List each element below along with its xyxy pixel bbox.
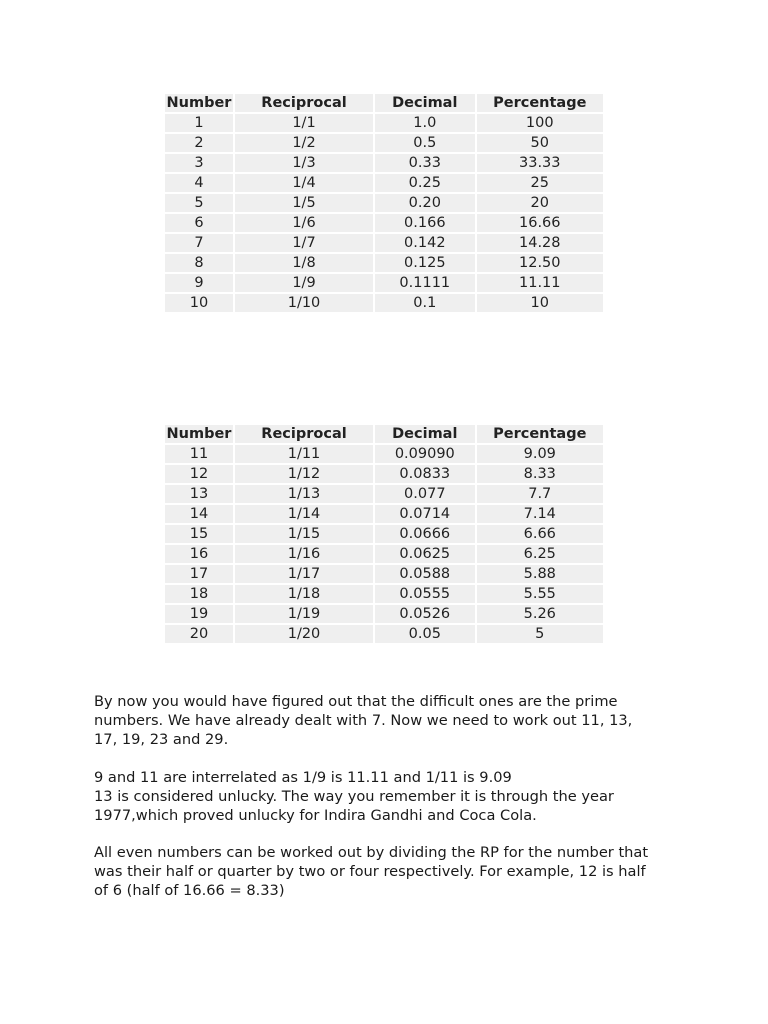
table-row xyxy=(165,154,603,172)
cell-decimal: 0.20 xyxy=(375,194,474,212)
header-decimal: Decimal xyxy=(375,425,474,443)
cell-number: 17 xyxy=(165,565,233,583)
cell-decimal: 0.0666 xyxy=(375,525,474,543)
cell-decimal: 1.0 xyxy=(375,114,474,132)
paragraph-line: numbers. We have already dealt with 7. Now we need to work out 11, 13, xyxy=(94,712,633,729)
header-decimal: Decimal xyxy=(375,94,474,112)
cell-number: 12 xyxy=(165,465,233,483)
cell-number: 20 xyxy=(165,625,233,643)
cell-decimal: 0.0714 xyxy=(375,505,474,523)
cell-reciprocal: 1/15 xyxy=(235,525,373,543)
cell-number: 3 xyxy=(165,154,233,172)
cell-number: 18 xyxy=(165,585,233,603)
paragraph-prime-numbers xyxy=(94,692,694,749)
cell-reciprocal: 1/8 xyxy=(235,254,373,272)
cell-number: 4 xyxy=(165,174,233,192)
table-row xyxy=(165,234,603,252)
cell-percentage: 6.25 xyxy=(477,545,603,563)
cell-reciprocal: 1/13 xyxy=(235,485,373,503)
table-row xyxy=(165,134,603,152)
cell-reciprocal: 1/18 xyxy=(235,585,373,603)
cell-reciprocal: 1/16 xyxy=(235,545,373,563)
paragraph-line: of 6 (half of 16.66 = 8.33) xyxy=(94,882,285,899)
cell-percentage: 7.14 xyxy=(477,505,603,523)
table-row xyxy=(165,525,603,543)
table-row xyxy=(165,565,603,583)
header-percentage: Percentage xyxy=(477,425,603,443)
header-number: Number xyxy=(166,426,232,442)
cell-percentage: 10 xyxy=(477,294,603,312)
paragraph-line: 17, 19, 23 and 29. xyxy=(94,731,229,748)
cell-percentage: 5 xyxy=(477,625,603,643)
cell-decimal: 0.125 xyxy=(375,254,474,272)
header-number: Number xyxy=(166,95,232,111)
cell-number: 9 xyxy=(165,274,233,292)
cell-decimal: 0.33 xyxy=(375,154,474,172)
table-row xyxy=(165,445,603,463)
cell-number: 6 xyxy=(165,214,233,232)
cell-reciprocal: 1/6 xyxy=(235,214,373,232)
cell-percentage: 25 xyxy=(477,174,603,192)
cell-decimal: 0.05 xyxy=(375,625,474,643)
cell-decimal: 0.0625 xyxy=(375,545,474,563)
cell-reciprocal: 1/10 xyxy=(235,294,373,312)
table-row xyxy=(165,294,603,312)
cell-decimal: 0.1111 xyxy=(375,274,474,292)
cell-number: 7 xyxy=(165,234,233,252)
cell-percentage: 8.33 xyxy=(477,465,603,483)
cell-number: 19 xyxy=(165,605,233,623)
table-row xyxy=(165,274,603,292)
table-row xyxy=(165,605,603,623)
cell-percentage: 16.66 xyxy=(477,214,603,232)
table-row xyxy=(165,465,603,483)
table-row xyxy=(165,485,603,503)
cell-number: 14 xyxy=(165,505,233,523)
paragraph-interrelated xyxy=(94,768,694,825)
cell-number: 16 xyxy=(165,545,233,563)
cell-number: 8 xyxy=(165,254,233,272)
cell-decimal: 0.0833 xyxy=(375,465,474,483)
table-row xyxy=(165,505,603,523)
cell-reciprocal: 1/1 xyxy=(235,114,373,132)
cell-reciprocal: 1/12 xyxy=(235,465,373,483)
header-percentage: Percentage xyxy=(477,94,603,112)
reciprocal-table-11-to-20 xyxy=(163,423,605,645)
reciprocal-table-1-to-10 xyxy=(163,92,605,314)
cell-percentage: 14.28 xyxy=(477,234,603,252)
paragraph-line: All even numbers can be worked out by dividing the RP for the number that xyxy=(94,844,649,861)
table-header-row xyxy=(165,425,603,443)
cell-reciprocal: 1/19 xyxy=(235,605,373,623)
table-row xyxy=(165,174,603,192)
cell-percentage: 11.11 xyxy=(477,274,603,292)
cell-decimal: 0.142 xyxy=(375,234,474,252)
cell-decimal: 0.5 xyxy=(375,134,474,152)
paragraph-line: 9 and 11 are interrelated as 1/9 is 11.11 and 1/11 is 9.09 xyxy=(94,769,512,786)
cell-reciprocal: 1/20 xyxy=(235,625,373,643)
cell-percentage: 7.7 xyxy=(477,485,603,503)
cell-number: 11 xyxy=(165,445,233,463)
cell-number: 5 xyxy=(165,194,233,212)
cell-percentage: 5.26 xyxy=(477,605,603,623)
table-row xyxy=(165,625,603,643)
table-row xyxy=(165,585,603,603)
cell-decimal: 0.25 xyxy=(375,174,474,192)
paragraph-line: 1977,which proved unlucky for Indira Gandhi and Coca Cola. xyxy=(94,807,537,824)
paragraph-even-numbers xyxy=(94,843,694,900)
header-reciprocal: Reciprocal xyxy=(235,425,373,443)
cell-number: 2 xyxy=(165,134,233,152)
cell-percentage: 50 xyxy=(477,134,603,152)
cell-decimal: 0.0588 xyxy=(375,565,474,583)
table-row xyxy=(165,545,603,563)
cell-reciprocal: 1/7 xyxy=(235,234,373,252)
table-row xyxy=(165,254,603,272)
table-row xyxy=(165,194,603,212)
cell-percentage: 5.55 xyxy=(477,585,603,603)
cell-reciprocal: 1/3 xyxy=(235,154,373,172)
cell-percentage: 12.50 xyxy=(477,254,603,272)
table-row xyxy=(165,214,603,232)
table-row xyxy=(165,114,603,132)
cell-reciprocal: 1/9 xyxy=(235,274,373,292)
paragraph-line: 13 is considered unlucky. The way you remember it is through the year xyxy=(94,788,614,805)
cell-percentage: 9.09 xyxy=(477,445,603,463)
cell-number: 10 xyxy=(165,294,233,312)
table-header-row xyxy=(165,94,603,112)
cell-reciprocal: 1/4 xyxy=(235,174,373,192)
cell-decimal: 0.0526 xyxy=(375,605,474,623)
cell-decimal: 0.1 xyxy=(375,294,474,312)
cell-decimal: 0.0555 xyxy=(375,585,474,603)
cell-percentage: 33.33 xyxy=(477,154,603,172)
cell-reciprocal: 1/11 xyxy=(235,445,373,463)
paragraph-line: was their half or quarter by two or four respectively. For example, 12 is half xyxy=(94,863,646,880)
cell-reciprocal: 1/14 xyxy=(235,505,373,523)
cell-number: 15 xyxy=(165,525,233,543)
cell-reciprocal: 1/17 xyxy=(235,565,373,583)
cell-reciprocal: 1/2 xyxy=(235,134,373,152)
header-reciprocal: Reciprocal xyxy=(235,94,373,112)
cell-reciprocal: 1/5 xyxy=(235,194,373,212)
cell-percentage: 20 xyxy=(477,194,603,212)
cell-decimal: 0.077 xyxy=(375,485,474,503)
cell-decimal: 0.166 xyxy=(375,214,474,232)
cell-percentage: 5.88 xyxy=(477,565,603,583)
cell-percentage: 100 xyxy=(477,114,603,132)
cell-decimal: 0.09090 xyxy=(375,445,474,463)
paragraph-line: By now you would have figured out that the difficult ones are the prime xyxy=(94,693,618,710)
cell-number: 1 xyxy=(165,114,233,132)
cell-number: 13 xyxy=(165,485,233,503)
cell-percentage: 6.66 xyxy=(477,525,603,543)
